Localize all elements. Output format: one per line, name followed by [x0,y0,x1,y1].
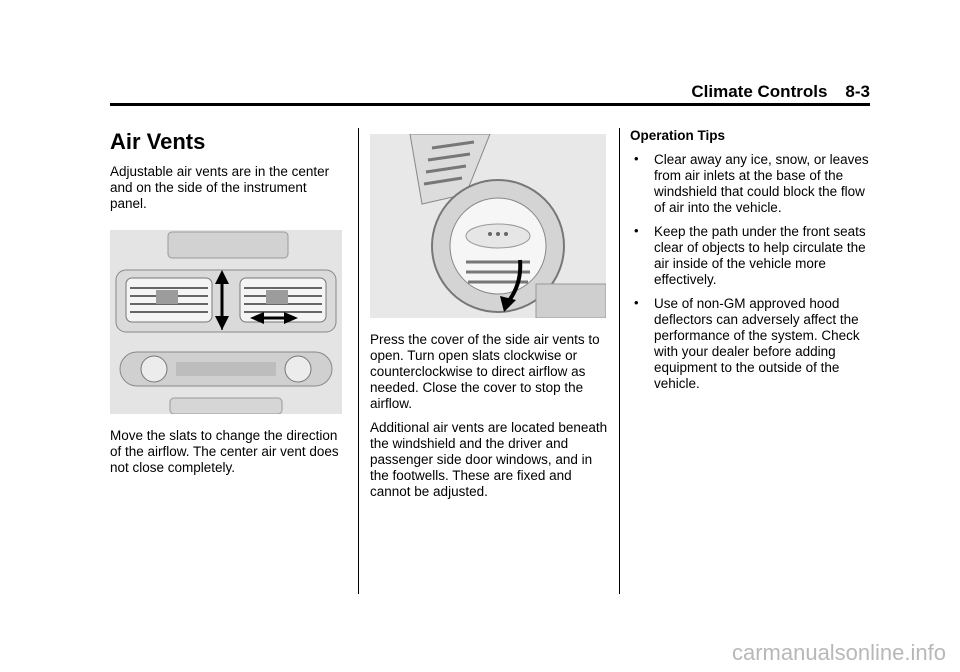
column-divider-1 [358,128,359,594]
bullet-icon: • [634,151,639,166]
list-item [630,296,870,392]
column-divider-2 [619,128,620,594]
page-number: 8-3 [845,82,870,101]
column-1 [110,128,342,484]
list-item [630,152,870,216]
tip-text: Use of non-GM approved hood deflectors can adversely affect the performance of the system. Check with your dealer before adding equipment to the outside of the vehicle. [654,296,860,391]
header-rule [110,103,870,106]
operation-tips-list [630,152,870,392]
list-item [630,224,870,288]
section-heading: Air Vents [110,129,206,154]
section-title: Climate Controls [691,82,828,101]
column-2 [370,128,610,508]
side-vent-instructions: Press the cover of the side air vents to open. Turn open slats clockwise or counterclockwise to direct airflow as needed. Close the cover to stop the airflow. [370,332,600,411]
additional-vents-text: Additional air vents are located beneath the windshield and the driver and passenger side door windows, and in the footwells. These are fixed and cannot be adjusted. [370,420,608,499]
column-3 [630,128,870,400]
tip-text: Keep the path under the front seats clear of objects to help circulate the air inside of the vehicle more effectively. [654,224,866,287]
intro-text: Adjustable air vents are in the center and on the side of the instrument panel. [110,164,330,211]
bullet-icon: • [634,295,639,310]
center-vent-caption: Move the slats to change the direction of the airflow. The center air vent does not close completely. [110,428,339,475]
operation-tips-heading: Operation Tips [630,128,726,143]
side-air-vent-illustration [370,134,606,318]
watermark: carmanualsonline.info [731,640,946,665]
bullet-icon: • [634,223,639,238]
tip-text: Clear away any ice, snow, or leaves from air inlets at the base of the windshield that could block the flow of air into the vehicle. [654,152,869,215]
center-air-vent-illustration [110,230,342,414]
